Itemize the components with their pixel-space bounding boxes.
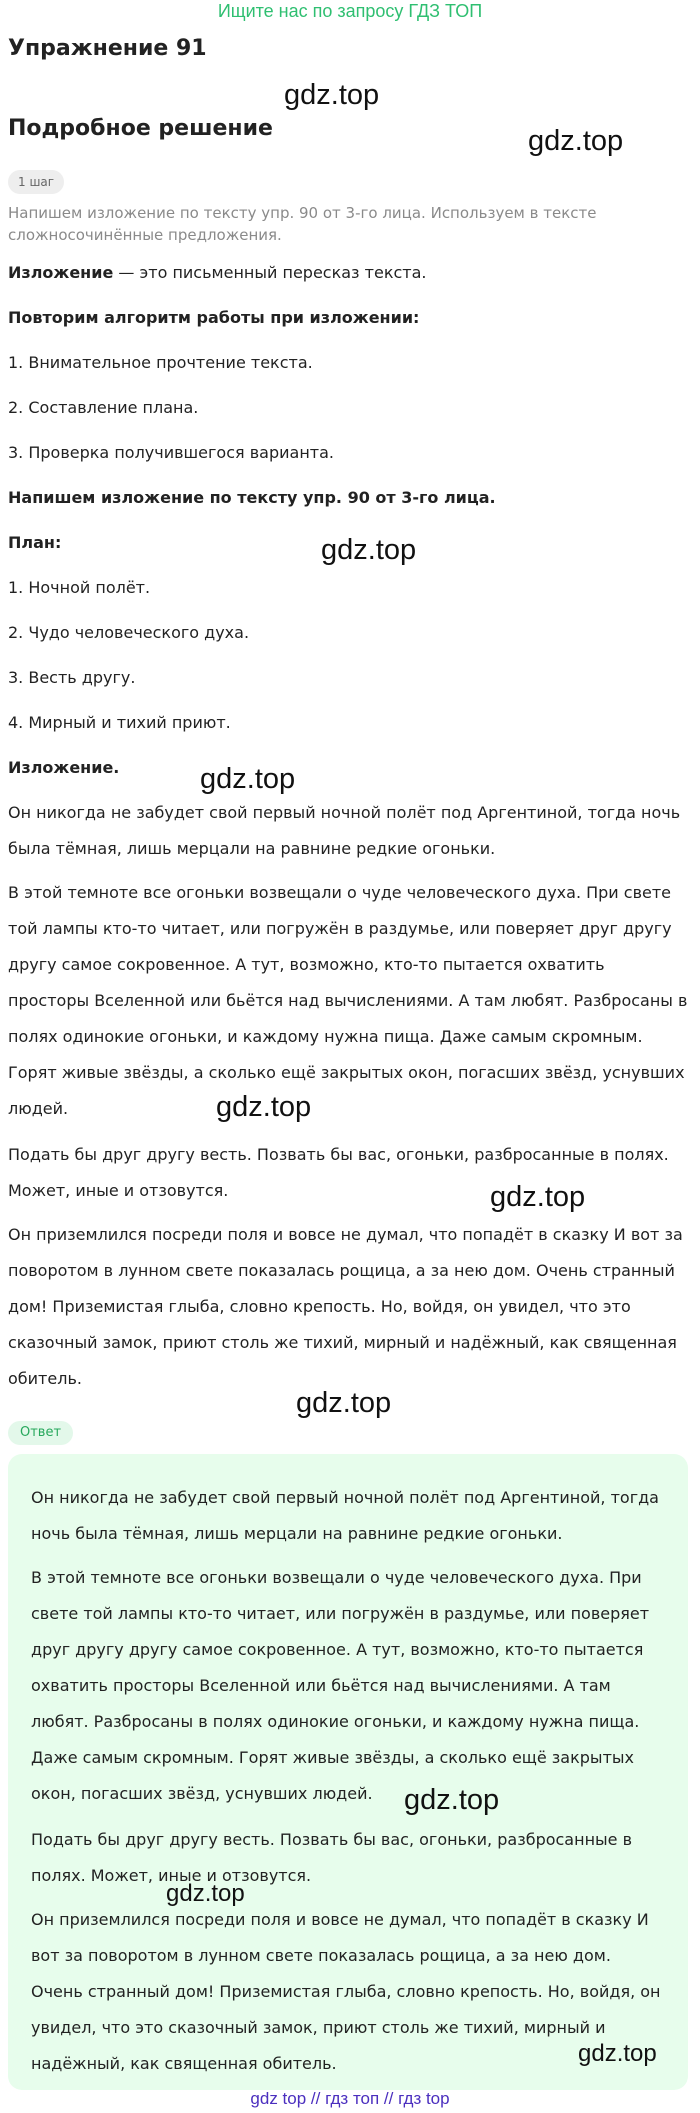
plan-item: 1. Ночной полёт. (8, 578, 151, 597)
answer-badge: Ответ (8, 1421, 73, 1445)
search-banner: Ищите нас по запросу ГДЗ ТОП (217, 1, 483, 21)
footer-links[interactable]: gdz top // гдз топ // гдз top (250, 2089, 450, 2108)
definition-text: — это письменный пересказ текста. (113, 263, 427, 282)
watermark: gdz.top (404, 1784, 500, 1816)
essay-heading: Изложение. (8, 758, 120, 777)
task-heading: Напишем изложение по тексту упр. 90 от 3-го лица. (8, 488, 496, 507)
essay-paragraph: Он приземлился посреди поля и вовсе не думал, что попадёт в сказку И вот за поворотом в лунном свете показалась рощица, а за нею дом. Очень странный дом! Приземистая глыба, словно крепость. Но, войдя, он увидел, что это сказочный замок, приют столь же тихий, мирный и надёжный, как священная обитель. (8, 1225, 683, 1388)
answer-paragraph: Он никогда не забудет свой первый ночной полёт под Аргентиной, тогда ночь была тёмная, лишь мерцали на равнине редкие огоньки. (31, 1488, 659, 1543)
watermark: gdz.top (296, 1387, 392, 1419)
essay-paragraph: В этой темноте все огоньки возвещали о чуде человеческого духа. При свете той лампы кто-то читает, или погружён в раздумье, или поверяет друг другу другу самое сокровенное. А тут, возможно, кто-то пытается охватить просторы Вселенной или бьётся над вычислениями. А там любят. Разбросаны в полях одинокие огоньки, и каждому нужна пища. Даже самым скромным. Горят живые звёзды, а сколько ещё закрытых окон, погасших звёзд, уснувших людей. (8, 883, 688, 1118)
definition-term: Изложение (8, 263, 114, 282)
watermark: gdz.top (578, 2040, 657, 2067)
list-item: 1. Внимательное прочтение текста. (8, 353, 313, 372)
answer-paragraph: В этой темноте все огоньки возвещали о чуде человеческого духа. При свете той лампы кто-то читает, или погружён в раздумье, или поверяет друг другу другу самое сокровенное. А тут, возможно, кто-то пытается охватить просторы Вселенной или бьётся над вычислениями. А там любят. Разбросаны в полях одинокие огоньки, и каждому нужна пища. Даже самым скромным. Горят живые звёзды, а сколько ещё закрытых окон, погасших звёзд, уснувших людей. (31, 1568, 650, 1803)
watermark: gdz.top (216, 1091, 312, 1123)
definition (8, 255, 688, 291)
watermark: gdz.top (490, 1181, 586, 1213)
section-title: Подробное решение (8, 116, 273, 141)
answer-paragraph: Он приземлился посреди поля и вовсе не думал, что попадёт в сказку И вот за поворотом в лунном свете показалась рощица, а за нею дом. Очень странный дом! Приземистая глыба, словно крепость. Но, войдя, он увидел, что это сказочный замок, приют столь же тихий, мирный и надёжный, как священная обитель. (31, 1910, 661, 2073)
page-title: Упражнение 91 (8, 36, 207, 61)
plan-item: 4. Мирный и тихий приют. (8, 713, 231, 732)
plan-item: 2. Чудо человеческого духа. (8, 623, 250, 642)
plan-item: 3. Весть другу. (8, 668, 136, 687)
algorithm-heading: Повторим алгоритм работы при изложении: (8, 308, 420, 327)
watermark: gdz.top (321, 534, 417, 566)
list-item: 2. Составление плана. (8, 398, 199, 417)
answer-paragraph: Подать бы друг другу весть. Позвать бы вас, огоньки, разбросанные в полях. Может, иные и отзовутся. (31, 1830, 633, 1885)
watermark: gdz.top (166, 1880, 245, 1907)
essay-paragraph: Подать бы друг другу весть. Позвать бы вас, огоньки, разбросанные в полях. Может, иные и отзовутся. (8, 1145, 669, 1200)
step-hint: Напишем изложение по тексту упр. 90 от 3-го лица. Используем в тексте сложносочинённые предложения. (8, 204, 597, 244)
watermark: gdz.top (528, 125, 624, 157)
plan-heading: План: (8, 533, 62, 552)
watermark: gdz.top (200, 763, 296, 795)
essay-paragraph: Он никогда не забудет свой первый ночной полёт под Аргентиной, тогда ночь была тёмная, лишь мерцали на равнине редкие огоньки. (8, 803, 681, 858)
list-item: 3. Проверка получившегося варианта. (8, 443, 334, 462)
step-badge: 1 шаг (8, 170, 64, 194)
watermark: gdz.top (284, 79, 380, 111)
